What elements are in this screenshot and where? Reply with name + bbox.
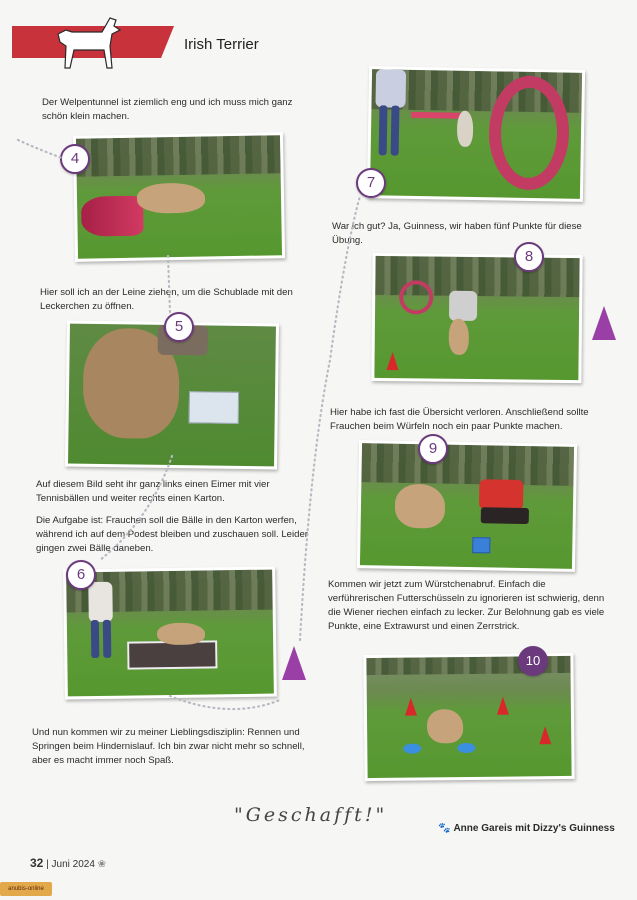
step-badge-5: 5 — [164, 312, 194, 342]
step-badge-10: 10 — [518, 646, 548, 676]
page-title: Irish Terrier — [184, 36, 259, 53]
issue-date: | Juni 2024 — [46, 859, 95, 870]
caption-good: War ich gut? Ja, Guinness, wir haben fünf Punkte für diese Übung. — [332, 221, 582, 246]
caption-bucket: Auf diesem Bild seht ihr ganz links einen Eimer mit vier Tennisbällen und weiter rechts einen Karton. — [36, 479, 270, 504]
caption-task: Die Aufgabe ist: Frauchen soll die Bälle in den Karton werfen, während ich auf dem Podest bleiben und zuschauen soll. Leider gingen zwei Bälle daneben. — [36, 515, 309, 554]
tagline: "Geschafft!" — [234, 804, 388, 826]
author-name: Anne Gareis mit Dizzy's Guinness — [453, 823, 615, 834]
page-number: 32 — [30, 856, 44, 870]
caption-tunnel: Der Welpentunnel ist ziemlich eng und ich muss mich ganz schön klein machen. — [42, 97, 293, 122]
publisher-logo: anubis-online — [0, 882, 52, 896]
paw-icon: 🐾 — [438, 823, 451, 834]
step-badge-4: 4 — [60, 144, 90, 174]
caption-sausage: Kommen wir jetzt zum Würstchenabruf. Einfach die verführerischen Futterschüsseln zu ignorieren ist schwierig, denn die Wiener riechen einfach zu lecker. Zur Belohnung gab es viele Punkte, eine Extrawurst und einen Zerrstrick. — [328, 579, 605, 632]
step-badge-9: 9 — [418, 434, 448, 464]
caption-agility: Und nun kommen wir zu meiner Lieblingsdisziplin: Rennen und Springen beim Hindernislauf. Ich bin zwar nicht mehr so schnell, aber es macht immer noch Spaß. — [32, 727, 305, 766]
author-credit — [438, 823, 615, 834]
step-badge-7: 7 — [356, 168, 386, 198]
caption-drawer: Hier soll ich an der Leine ziehen, um die Schublade mit den Leckerchen zu öffnen. — [40, 287, 293, 312]
paw-icon: ❀ — [97, 859, 107, 870]
page-footer — [30, 856, 106, 870]
step-badge-8: 8 — [514, 242, 544, 272]
caption-dice: Hier habe ich fast die Übersicht verloren. Anschließend sollte Frauchen beim Würfeln noch ein paar Punkte machen. — [330, 407, 589, 432]
step-badge-6: 6 — [66, 560, 96, 590]
